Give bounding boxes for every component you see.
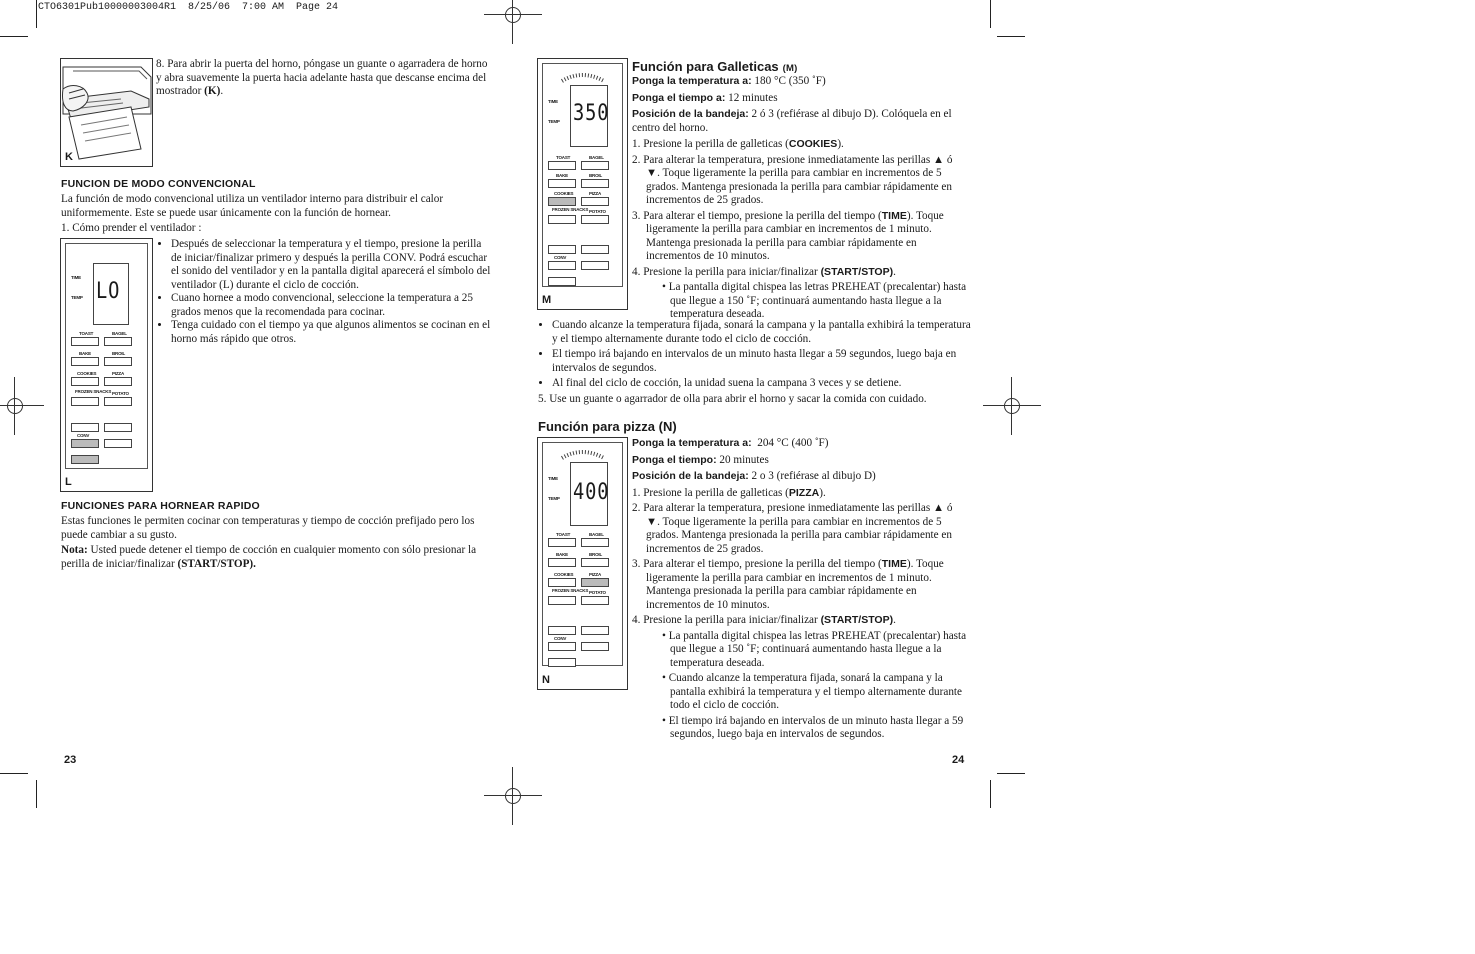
lcd-digits: 350 <box>573 101 610 126</box>
conv-step-1: 1. Cómo prender el ventilador : <box>61 222 202 234</box>
toast-button[interactable] <box>548 538 576 547</box>
rapid-text: Estas funciones le permiten cocinar con temperaturas y tiempo de cocción prefijado pero los puede cambiar a su gusto. <box>61 515 475 541</box>
frozen-button[interactable] <box>71 397 99 406</box>
broil-label: BROIL <box>589 173 602 178</box>
broil-label: BROIL <box>112 351 125 356</box>
toast-button[interactable] <box>71 337 99 346</box>
step-8: 8. Para abrir la puerta del horno, póngase un guante o agarradera de horno y abra suavemente la puerta hacia adelante hasta que descanse encima del mostrador (K). <box>156 58 488 97</box>
rapid-heading: FUNCIONES PARA HORNEAR RAPIDO <box>61 500 260 512</box>
broil-button[interactable] <box>581 179 609 188</box>
crop-mark <box>990 780 991 808</box>
registration-mark-top <box>484 0 542 44</box>
cookies-button[interactable] <box>548 197 576 206</box>
potato-label: POTATO <box>589 209 606 214</box>
print-slug: CTO6301Pub10000003004R1 8/25/06 7:00 AM Page 24 <box>38 2 339 13</box>
cookies-step-1: 1. Presione la perilla de galleticas (COOKIES). <box>632 138 844 150</box>
cookies-label: COOKIES <box>554 191 574 196</box>
bullet-item: • Cuando alcanze la temperatura fijada, sonará la campana y la pantalla exhibirá la temperatura y el tiempo alternamente durante todo el ciclo de cocción. <box>552 319 972 346</box>
cookies-step-3: 3. Para alterar el tiempo, presione la perilla del tiempo (TIME). Toque ligeramente la perilla para cambiar en incrementos de 1 minuto. Mantenga presionada la perilla para cambiar rápidamente en incrementos de 10 minutos. <box>632 209 944 262</box>
registration-mark-right <box>983 377 1041 435</box>
step-8-ref: (K) <box>204 85 221 97</box>
start-stop-button[interactable] <box>71 455 99 464</box>
time-label: TIME <box>71 275 81 280</box>
pizza-temp: Ponga la temperatura a: 204 °C (400 ˚F) <box>632 437 829 449</box>
frozen-label: FROZEN SNACKS <box>552 588 589 593</box>
time-button[interactable] <box>548 626 576 635</box>
mid-bullets <box>538 319 972 406</box>
bagel-button[interactable] <box>104 337 132 346</box>
toast-label: TOAST <box>79 331 94 336</box>
conv-button[interactable] <box>71 439 99 448</box>
pizza-sub-bullet: • Cuando alcanze la temperatura fijada, sonará la campana y la pantalla exhibirá la temperatura y el tiempo alternamente durante todo el ciclo de cocción. <box>662 672 962 711</box>
lcd-digits: LO <box>96 279 121 304</box>
conv-label: CONV <box>77 433 90 438</box>
crop-mark <box>0 36 28 37</box>
pizza-step-2: 2. Para alterar la temperatura, presione inmediatamente las perillas ▲ ó ▼. Toque ligeramente la perilla para cambiar en incrementos de 5 grados. Mantenga presionada la perilla para cambiar rápidamente en incrementos de 25 grados. <box>632 502 953 555</box>
temp-label: TEMP <box>71 295 83 300</box>
bullet-item: • El tiempo irá bajando en intervalos de un minuto hasta llegar a 59 segundos, luego baja en intervalos de segundos. <box>552 348 972 375</box>
figure-n-control-panel <box>537 437 628 690</box>
bullet-item: • Tenga cuidado con el tiempo ya que algunos alimentos se cocinan en el horno más rápido que otros. <box>171 319 491 346</box>
cookies-rack: Posición de la bandeja: 2 ó 3 (refiérase al dibujo D). Colóquela en el centro del horno. <box>632 108 952 134</box>
conv-label: CONV <box>554 636 567 641</box>
up-button[interactable] <box>581 626 609 635</box>
pizza-label: PIZZA <box>112 371 124 376</box>
conv-heading: FUNCION DE MODO CONVENCIONAL <box>61 178 256 190</box>
bake-label: BAKE <box>556 552 568 557</box>
pizza-title: Función para pizza (N) <box>538 419 677 434</box>
page-number-right: 24 <box>952 754 965 766</box>
down-button[interactable] <box>581 261 609 270</box>
cookies-label: COOKIES <box>554 572 574 577</box>
bagel-label: BAGEL <box>112 331 127 336</box>
bagel-button[interactable] <box>581 161 609 170</box>
pizza-sub-bullet: • El tiempo irá bajando en intervalos de un minuto hasta llegar a 59 segundos, luego baja en intervalos de segundos. <box>662 714 964 740</box>
bagel-button[interactable] <box>581 538 609 547</box>
note <box>61 544 491 571</box>
crop-mark <box>997 36 1025 37</box>
potato-button[interactable] <box>581 215 609 224</box>
figure-k-oven-door <box>60 58 153 167</box>
crop-mark <box>990 0 991 28</box>
bullet-item: • Después de seleccionar la temperatura y el tiempo, presione la perilla de iniciar/finalizar primero y después la perilla CONV. Podrá escuchar el sonido del ventilador y en la pantalla digital aparecerá el símbolo del ventilador (L) durante el ciclo de cocción. <box>171 238 491 292</box>
bullet-item: • Cuano hornee a modo convencional, seleccione la temperatura a 25 grados menos que la recomendada para cocinar. <box>171 292 491 319</box>
pizza-step-4: 4. Presione la perilla para iniciar/finalizar (START/STOP). <box>632 614 896 626</box>
bake-button[interactable] <box>548 558 576 567</box>
start-stop-button[interactable] <box>548 658 576 667</box>
conv-button[interactable] <box>548 261 576 270</box>
cookies-temp: Ponga la temperatura a: 180 °C (350 ˚F) <box>632 75 826 87</box>
note-label: Nota: <box>61 544 88 556</box>
time-button[interactable] <box>71 423 99 432</box>
pizza-step-3: 3. Para alterar el tiempo, presione la perilla del tiempo (TIME). Toque ligeramente la perilla para cambiar en incrementos de 1 minuto. Mantenga presionada la perilla para cambiar rápidamente en incrementos de 10 minutos. <box>632 558 944 611</box>
bullet-item: • Al final del ciclo de cocción, la unidad suena la campana 3 veces y se detiene. <box>552 377 972 391</box>
figure-label: K <box>65 151 73 163</box>
potato-label: POTATO <box>589 590 606 595</box>
conv-bullets <box>157 238 491 346</box>
down-button[interactable] <box>104 439 132 448</box>
cookies-title-text: Función para Galleticas <box>632 59 779 74</box>
cookies-time: Ponga el tiempo a: 12 minutes <box>632 91 778 104</box>
crop-mark <box>36 0 37 28</box>
potato-label: POTATO <box>112 391 129 396</box>
potato-button[interactable] <box>581 596 609 605</box>
cookies-title <box>632 58 798 76</box>
cookies-sub-bullet: • La pantalla digital chispea las letras PREHEAT (precalentar) hasta que llegue a 150 ˚F; continuará aumentando hasta llegue a la temperatura deseada. <box>662 281 967 320</box>
crop-mark <box>0 773 28 774</box>
conv-label: CONV <box>554 255 567 260</box>
potato-button[interactable] <box>104 397 132 406</box>
time-label: TIME <box>548 476 558 481</box>
temp-label: TEMP <box>548 119 560 124</box>
start-stop-button[interactable] <box>548 277 576 286</box>
down-button[interactable] <box>581 642 609 651</box>
bake-button[interactable] <box>71 357 99 366</box>
frozen-label: FROZEN SNACKS <box>552 207 589 212</box>
figure-label: L <box>65 476 72 488</box>
figure-m-control-panel <box>537 58 628 310</box>
figure-label: M <box>542 294 552 306</box>
step-5: 5. Use un guante o agarrador de olla para abrir el horno y sacar la comida con cuidado. <box>538 392 927 405</box>
crop-mark <box>36 780 37 808</box>
pizza-time: Ponga el tiempo: 20 minutes <box>632 453 769 466</box>
pizza-step-1: 1. Presione la perilla de galleticas (PIZZA). <box>632 486 826 499</box>
frozen-button[interactable] <box>548 596 576 605</box>
registration-mark-left <box>0 377 44 435</box>
oven-door-illustration <box>61 59 152 166</box>
cookies-details <box>632 75 968 322</box>
cookies-step-4: 4. Presione la perilla para iniciar/finalizar (START/STOP). <box>632 265 896 278</box>
conv-text: La función de modo convencional utiliza un ventilador interno para distribuir el calor uniformemente. Este se puede usar únicamente con la función de hornear. <box>61 193 444 219</box>
page-number-left: 23 <box>64 754 77 766</box>
pizza-button[interactable] <box>104 377 132 386</box>
time-label: TIME <box>548 99 558 104</box>
frozen-button[interactable] <box>548 215 576 224</box>
cookies-button[interactable] <box>548 578 576 587</box>
cookies-step-2: 2. Para alterar la temperatura, presione inmediatamente las perillas ▲ ó ▼. Toque ligeramente la perilla para cambiar en incrementos de 5 grados. Mantenga presionada la perilla para cambiar rápidamente en incrementos de 25 grados. <box>632 153 953 206</box>
bagel-label: BAGEL <box>589 532 604 537</box>
toast-label: TOAST <box>556 532 571 537</box>
toast-label: TOAST <box>556 155 571 160</box>
bake-label: BAKE <box>556 173 568 178</box>
cookies-button[interactable] <box>71 377 99 386</box>
crop-mark <box>997 773 1025 774</box>
bake-label: BAKE <box>79 351 91 356</box>
cookies-title-ref: (M) <box>782 63 798 74</box>
bagel-label: BAGEL <box>589 155 604 160</box>
pizza-rack: Posición de la bandeja: 2 o 3 (refiérase al dibujo D) <box>632 470 876 482</box>
note-bold: (START/STOP). <box>177 557 256 570</box>
pizza-label: PIZZA <box>589 572 601 577</box>
step-8-text: 8. Para abrir la puerta del horno, póngase un guante o agarradera de horno y abra suavemente la puerta hacia adelante hasta que descanse encima del mostrador <box>156 58 488 97</box>
pizza-sub-bullet: • La pantalla digital chispea las letras PREHEAT (precalentar) hasta que llegue a 150 ˚F; continuará aumentando hasta llegue a la temperatura deseada. <box>662 629 967 669</box>
up-button[interactable] <box>581 245 609 254</box>
figure-l-control-panel <box>60 238 153 492</box>
figure-label: N <box>542 674 550 686</box>
note-text: Usted puede detener el tiempo de cocción en cualquier momento con sólo presionar la perilla de iniciar/finalizar <box>61 544 477 570</box>
registration-mark-bottom <box>484 767 542 825</box>
broil-label: BROIL <box>589 552 602 557</box>
conv-button[interactable] <box>548 642 576 651</box>
pizza-button[interactable] <box>581 578 609 587</box>
frozen-label: FROZEN SNACKS <box>75 389 112 394</box>
broil-button[interactable] <box>581 558 609 567</box>
bake-button[interactable] <box>548 179 576 188</box>
time-button[interactable] <box>548 245 576 254</box>
pizza-details <box>632 437 968 742</box>
lcd-digits: 400 <box>573 480 610 505</box>
toast-button[interactable] <box>548 161 576 170</box>
broil-button[interactable] <box>104 357 132 366</box>
temp-label: TEMP <box>548 496 560 501</box>
pizza-label: PIZZA <box>589 191 601 196</box>
cookies-label: COOKIES <box>77 371 97 376</box>
pizza-button[interactable] <box>581 197 609 206</box>
up-button[interactable] <box>104 423 132 432</box>
